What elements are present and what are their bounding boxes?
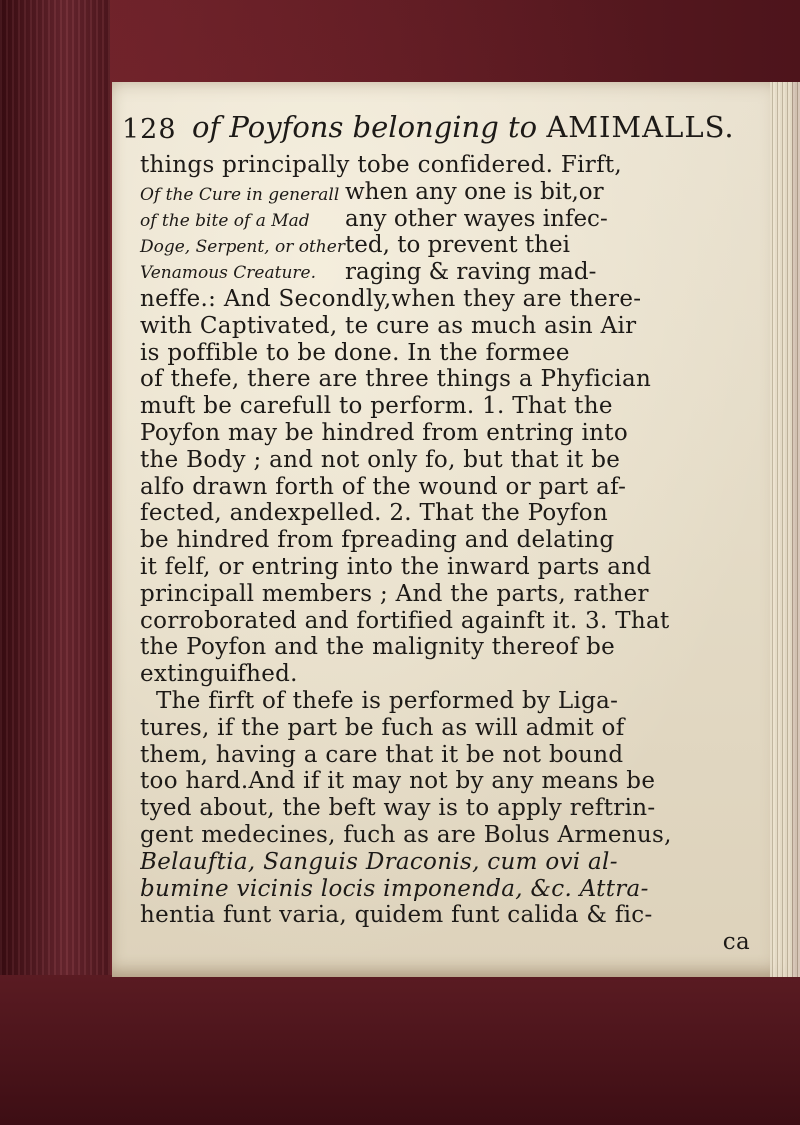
text-line: corroborated and fortified againft it. 3. That — [140, 607, 670, 634]
text-line: raging & raving mad- — [345, 259, 597, 286]
text-line: ted, to prevent thei — [345, 232, 570, 259]
text-line: gent medecines, fuch as are Bolus Armenus, — [140, 821, 672, 848]
margin-note-line: of the bite of a Mad — [140, 210, 310, 231]
running-head-caps: AMIMALLS. — [546, 110, 735, 144]
text-line: the Body ; and not only fo, but that it be — [140, 446, 621, 473]
book-binding-bottom — [0, 975, 800, 1125]
text-line: principall members ; And the parts, rather — [140, 580, 649, 607]
text-line: with Captivated, te cure as much asin Air — [140, 312, 637, 339]
book-binding-left — [0, 0, 110, 1125]
margin-note-block — [140, 179, 760, 286]
text-line: fected, andexpelled. 2. That the Poyfon — [140, 500, 608, 527]
text-line: The firft of thefe is performed by Liga- — [156, 687, 619, 714]
text-line: any other wayes infec- — [345, 205, 608, 232]
text-line: is poffible to be done. In the formee — [140, 339, 570, 366]
text-line: them, having a care that it be not bound — [140, 741, 624, 768]
page-header — [122, 110, 762, 150]
text-line: hentia funt varia, quidem funt calida & fic- — [140, 902, 653, 929]
text-line: tures, if the part be fuch as will admit of — [140, 714, 625, 741]
text-line: bumine vicinis locis imponenda, &c. Attra- — [140, 875, 649, 902]
margin-note-line: Of the Cure in generall — [140, 184, 340, 205]
running-head — [192, 110, 735, 144]
text-line: of thefe, there are three things a Phyfician — [140, 366, 652, 393]
page-edge — [770, 82, 800, 977]
catchword: ca — [722, 929, 750, 956]
margin-note-line: Venamous Creature. — [140, 262, 316, 283]
text-line: when any one is bit,or — [345, 178, 604, 205]
text-line: too hard.And if it may not by any means be — [140, 768, 656, 795]
book-page — [112, 82, 792, 977]
text-line: Poyfon may be hindred from entring into — [140, 419, 628, 446]
text-line: the Poyfon and the malignity thereof be — [140, 634, 616, 661]
text-line: extinguifhed. — [140, 661, 298, 688]
text-line: alfo drawn forth of the wound or part af- — [140, 473, 627, 500]
text-line: be hindred from fpreading and delating — [140, 527, 615, 554]
text-line: things principally tobe confidered. Firft, — [140, 152, 623, 178]
margin-note-line: Doge, Serpent, or other — [140, 236, 345, 257]
text-line: it felf, or entring into the inward parts and — [140, 553, 652, 580]
body-text — [140, 152, 760, 956]
page-number: 128 — [122, 114, 177, 145]
running-head-prefix: of Poyfons belonging to — [192, 110, 538, 144]
text-line: tyed about, the beft way is to apply reftrin- — [140, 795, 656, 822]
text-line: Belauftia, Sanguis Draconis, cum ovi al- — [140, 848, 618, 875]
text-line: neffe.: And Secondly,when they are there- — [140, 285, 642, 312]
text-line: muft be carefull to perform. 1. That the — [140, 393, 613, 420]
